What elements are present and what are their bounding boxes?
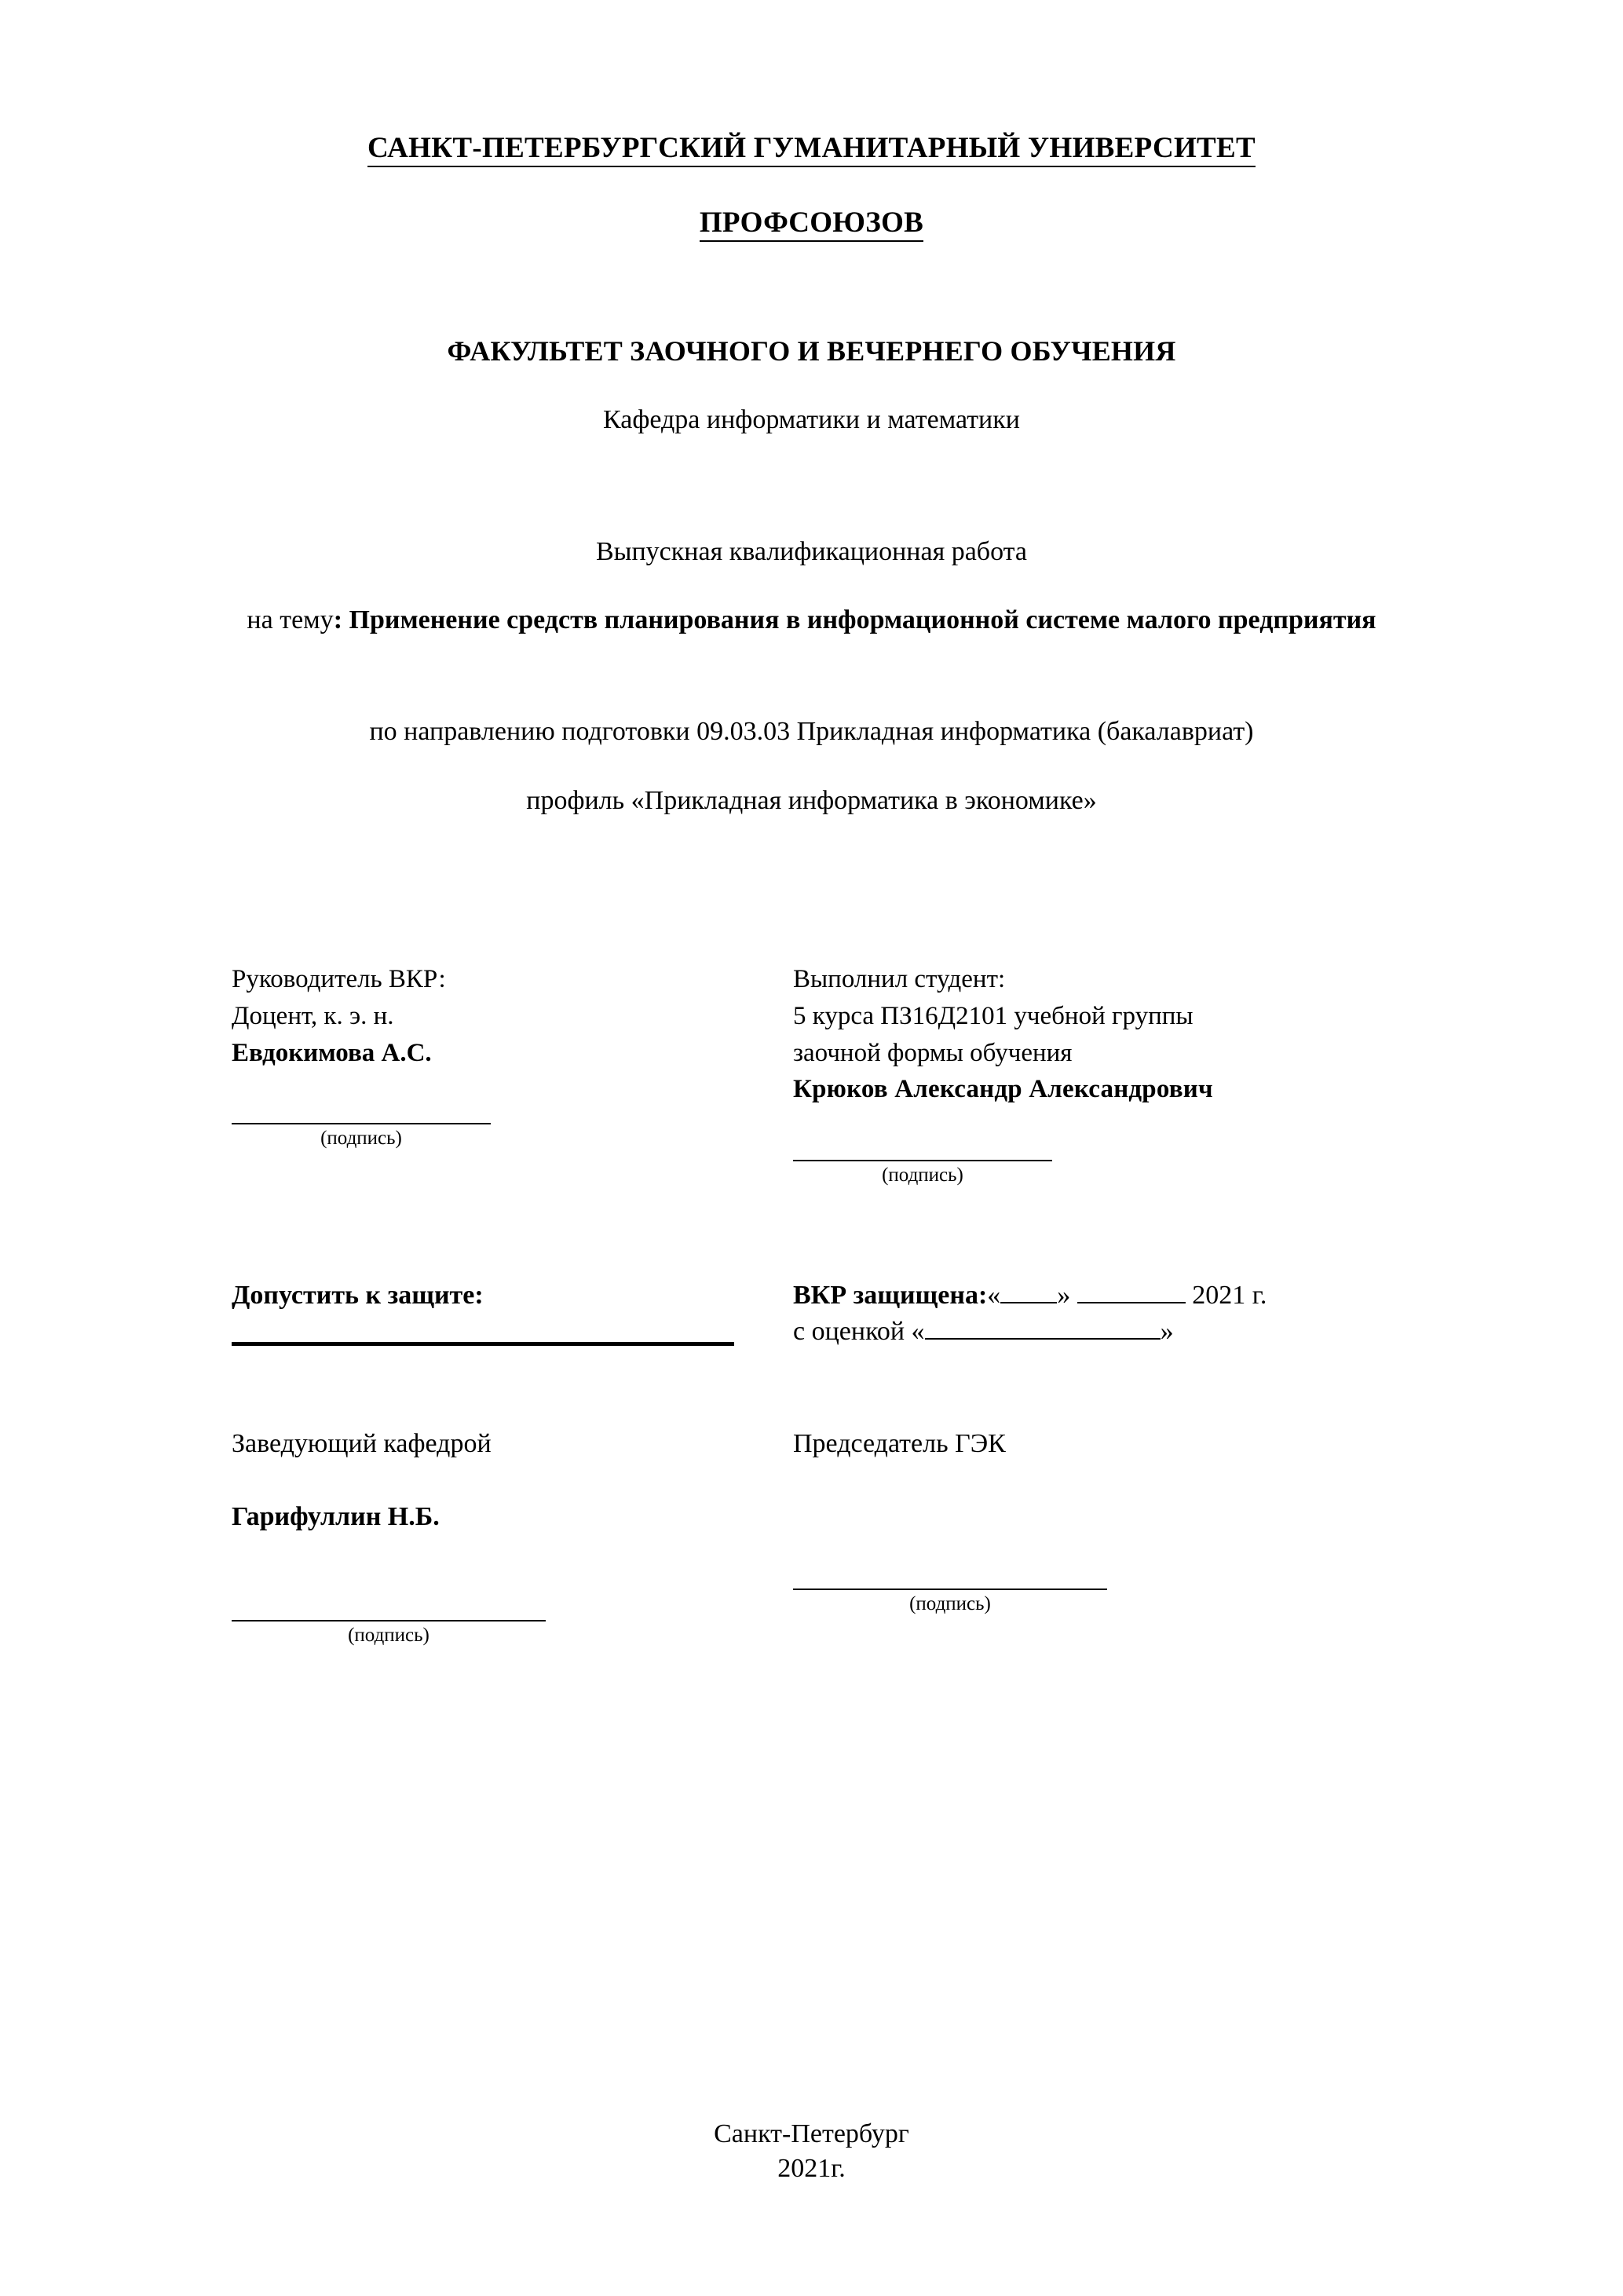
defense-month-blank — [1077, 1302, 1186, 1303]
department-name: Кафедра информатики и математики — [603, 405, 1020, 434]
commission-signature-line — [793, 1557, 1107, 1590]
page-footer — [0, 2117, 1623, 2186]
chair-commission-block — [149, 1429, 1474, 1647]
supervisor-signature-line — [232, 1091, 491, 1124]
university-name-line-1 — [149, 133, 1474, 167]
student-form: заочной формы обучения — [793, 1038, 1073, 1067]
supervisor-degree: Доцент, к. э. н. — [232, 1001, 394, 1030]
defense-quote-close: » — [1057, 1281, 1071, 1311]
commission-role: Председатель ГЭК — [793, 1429, 1006, 1459]
admission-line — [232, 1318, 734, 1346]
footer-year: 2021г. — [777, 2153, 846, 2183]
defense-quote-open: « — [987, 1281, 1001, 1311]
topic-line-2: малого предприятия — [1126, 605, 1376, 634]
grade-label: с оценкой « — [793, 1317, 925, 1347]
chair-signature-line — [232, 1589, 546, 1621]
admission-title: Допустить к защите: — [232, 1281, 484, 1311]
study-profile: профиль «Прикладная информатика в экономике» — [526, 785, 1097, 815]
footer-city: Санкт-Петербург — [714, 2119, 909, 2148]
student-block — [746, 961, 1474, 1186]
student-signature-line — [793, 1128, 1052, 1161]
grade-blank — [925, 1338, 1161, 1340]
university-name-line-2-text: ПРОФСОЮЗОВ — [700, 208, 923, 242]
defense-block — [746, 1281, 1474, 1347]
chair-signature-caption: (подпись) — [348, 1625, 430, 1647]
topic-line-1: Применение средств планирования в информационной системе — [349, 605, 1120, 634]
commission-block — [746, 1429, 1474, 1647]
supervisor-signature-caption: (подпись) — [320, 1128, 402, 1150]
grade-row — [793, 1317, 1474, 1347]
admission-defense-block — [149, 1281, 1474, 1347]
supervisor-block — [149, 961, 746, 1186]
chair-block — [149, 1429, 746, 1647]
student-role-label: Выполнил студент: — [793, 964, 1006, 993]
supervisor-name: Евдокимова А.С. — [232, 1038, 432, 1067]
study-direction: по направлению подготовки 09.03.03 Прикладная информатика (бакалавриат) — [369, 716, 1254, 746]
supervisor-role-label: Руководитель ВКР: — [232, 964, 446, 993]
work-type: Выпускная квалификационная работа — [595, 537, 1028, 566]
grade-quote-close: » — [1160, 1317, 1174, 1347]
defense-day-blank — [1000, 1302, 1057, 1303]
topic-prefix: на тему — [247, 605, 334, 634]
university-name-line-2 — [149, 208, 1474, 242]
student-group: 5 курса ПЗ16Д2101 учебной группы — [793, 1001, 1193, 1030]
topic-separator: : — [333, 605, 343, 634]
thesis-topic — [149, 602, 1474, 638]
chair-role: Заведующий кафедрой — [232, 1429, 492, 1459]
university-name-line-1-text: САНКТ-ПЕТЕРБУРГСКИЙ ГУМАНИТАРНЫЙ УНИВЕРСИТЕТ — [367, 133, 1256, 167]
faculty-name: ФАКУЛЬТЕТ ЗАОЧНОГО И ВЕЧЕРНЕГО ОБУЧЕНИЯ — [447, 335, 1176, 367]
student-signature-caption: (подпись) — [882, 1164, 963, 1186]
chair-name: Гарифуллин Н.Б. — [232, 1502, 440, 1532]
defense-year: 2021 г. — [1192, 1281, 1267, 1311]
defense-label-row — [793, 1281, 1474, 1311]
signature-block — [149, 961, 1474, 1186]
defense-label: ВКР защищена: — [793, 1281, 988, 1311]
student-name: Крюков Александр Александрович — [793, 1075, 1213, 1104]
admission-block — [149, 1281, 746, 1347]
commission-signature-caption: (подпись) — [909, 1593, 991, 1615]
